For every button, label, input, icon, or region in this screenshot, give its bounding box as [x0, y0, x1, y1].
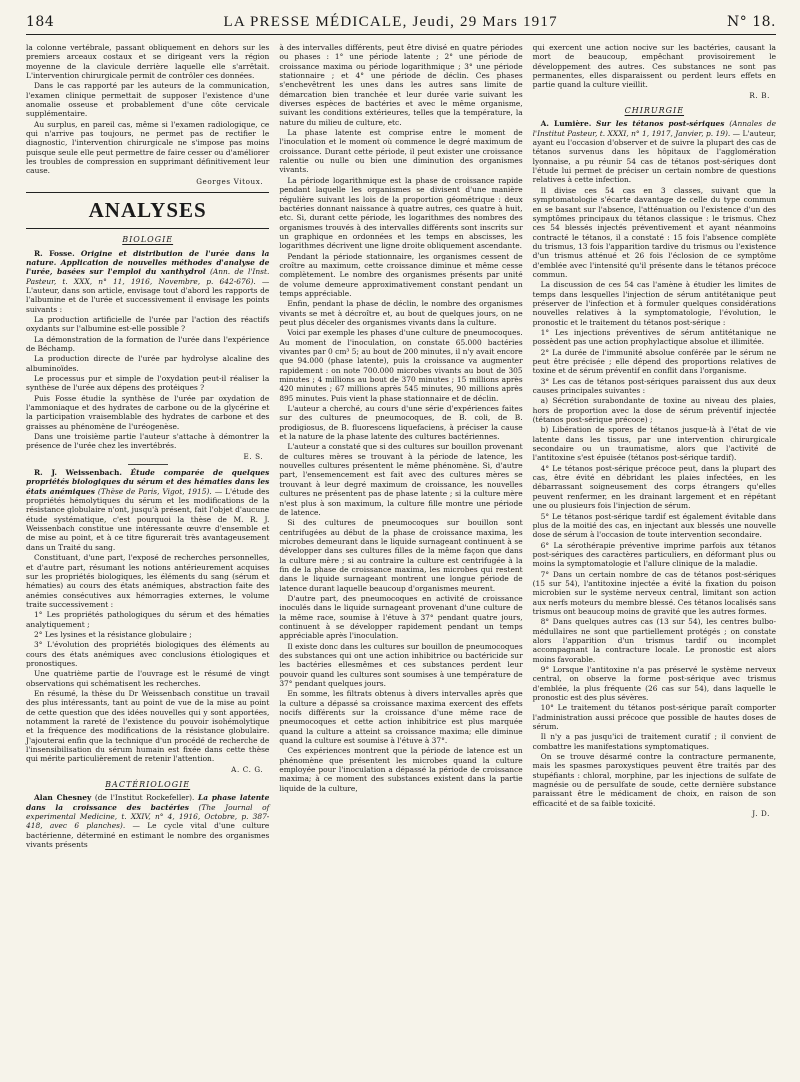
review-chesney: [26, 793, 269, 849]
review-reference: (Annales de l'Institut Pasteur, t. XXXI, n° 1, 1917, Janvier, p. 19).: [532, 119, 776, 138]
list-item: La production artificielle de l'urée par l'action des réactifs oxydants sur l'albumine est-elle possible ?: [26, 314, 270, 334]
paragraph: b) Libération de spores de tétanos jusque-là à l'état de vie latente dans les tissus, par une intervention chirurgicale secondaire ou un traumatisme, alors que l'activité de l'antitoxine s'est épuisée (tétanos post-sérique tardif).: [532, 425, 776, 463]
paragraph: Enfin, pendant la phase de déclin, le nombre des organismes vivants se met à décroître et, au bout de quelques jours, on ne peut plus déceler des organismes vivants dans la culture.: [279, 299, 523, 327]
review-lead: — Le cycle vital d'une culture bactérienne, déterminé en estimant le nombre des organismes vivants présents: [26, 821, 270, 850]
paragraph: Pendant la période stationnaire, les organismes cessent de croître au maximum, cette croissance diminue et même cesse complètement. Le nombre des organismes présents par unité de volume demeure approximativement constant pendant un temps appréciable.: [279, 251, 523, 298]
paragraph: Une quatrième partie de l'ouvrage est le résumé de vingt observations qui schématisent les recherches.: [26, 669, 270, 688]
review-title: Origine et distribution de l'urée dans la nature. Application de nouvelles méthodes d'analyse de l'urée, basées sur l'emploi du xanthydrol: [26, 248, 270, 277]
review-title: Étude comparée de quelques propriétés biologiques du sérum et des hématies dans les états anémiques: [26, 468, 270, 496]
paragraph: Dans le cas rapporté par les auteurs de la communication, l'examen clinique permettait de supposer l'existence d'une anomalie osseuse et probablement d'une côte cervicale supplémentaire.: [26, 81, 270, 119]
review-author: R. Fosse.: [34, 248, 75, 258]
review-lead: — L'étude des propriétés hémolytiques du sérum et les modifications de la résistance globulaire n'ont, jusqu'à présent, fait l'objet d'aucune étude systématique, c'est pourquoi la thèse de M. R. J. Weissenbach constitue une intéressante œuvre d'ensemble et de mise au point, et à ce titre figurerait très avantageusement dans un Traité du sang.: [26, 486, 270, 552]
rubric-chirurgie: CHIRURGIE: [624, 106, 685, 116]
paragraph: a) Sécrétion surabondante de toxine au niveau des plaies, hors de proportion avec la dose de sérum préventif injectée (tétanos post-sérique précoce) ;: [532, 396, 776, 425]
list-item: 2° Les lysines et la résistance globulaire ;: [34, 629, 192, 639]
review-author: A. Lumière.: [540, 119, 592, 129]
paragraph: En somme, les filtrats obtenus à divers intervalles après que la culture a dépassé sa croissance maxima exercent des effets nocifs différents sur la croissance d'une même race de pneumocoques et cette action inhibitrice est plus marquée quand la culture a atteint sa croissance maxima; elle diminue quand la culture est soumise à l'étuve à 37°.: [279, 689, 523, 746]
paragraph: 9° Lorsque l'antitoxine n'a pas préservé le système nerveux central, on observe la forme post-sérique avec trismus d'emblée, la plus fréquente (26 cas sur 54), dans laquelle le pronostic est des plus sévères.: [532, 665, 776, 703]
paragraph: Il divise ces 54 cas en 3 classes, suivant que la symptomatologie s'écarte davantage de celle du type commun en se basant sur l'absence, l'atténuation ou l'existence d'un des symptômes principaux du tétanos classique : le trismus. Chez ces 54 blessés injectés préventivement et ayant néanmoins contracté le tétanos, il a constaté : 15 fois l'absence complète du trismus, 13 fois l'apparition tardive du trismus ou l'existence d'un trismus atténué et 26 fois l'éclosion de ce symptôme d'emblée avec l'intensité qu'il présente dans le tétanos précoce commun.: [532, 185, 776, 279]
review-weissenbach: [26, 468, 269, 552]
paragraph: Au surplus, en pareil cas, même si l'examen radiologique, ce qui n'arrive pas toujours, ne permet pas de rectifier le diagnostic, l'intervention chirurgicale ne s'impose pas moins puisque seule elle peut permettre de faire cesser ou d'améliorer les troubles de compression en supprimant définitivement leur cause.: [26, 119, 270, 176]
paragraph: Ces expériences montrent que la période de latence est un phénomène que présentent les microbes quand la culture employée pour l'inoculation a dépassé la période de croissance maxima; à ce moment des substances existent dans la partie liquide de la culture,: [279, 746, 523, 793]
list-item: La démonstration de la formation de l'urée dans l'expérience de Béchamp.: [26, 334, 270, 353]
signature: R. B.: [749, 90, 770, 100]
review-fosse: [26, 249, 269, 314]
signature: J. D.: [752, 809, 770, 819]
paragraph: 6° La sérothérapie préventive imprime parfois aux tétanos post-sériques des caractères particuliers, en déformant plus ou moins la symptomatologie et l'allure clinique de la maladie.: [532, 540, 776, 569]
review-title: Sur les tétanos post-sériques: [596, 119, 725, 129]
paragraph: Il n'y a pas jusqu'ici de traitement curatif ; il convient de combattre les manifestations symptomatiques.: [532, 732, 776, 751]
review-affiliation: (de l'Institut Rockefeller).: [91, 793, 195, 803]
review-author: Alan Chesney: [34, 793, 92, 803]
paragraph: Voici par exemple les phases d'une culture de pneumocoques. Au moment de l'inoculation, on constate 65.000 bactéries vivantes par 0 cm³ 5; au bout de 200 minutes, il n'y avait encore que 94.000 (phase latente), puis la croissance va augmenter rapidement : on note 700.000 microbes vivants au bout de 305 minutes ; 4 millions au bout de 370 minutes ; 15 millions après 420 minutes ; 67 millions après 545 minutes, 90 millions après 895 minutes. Puis vient la phase stationnaire et de déclin.: [279, 328, 523, 403]
paragraph: L'auteur a cherché, au cours d'une série d'expériences faites sur des cultures de pneumocoques, de B. coli, de B. prodigiosus, de B. fluorescens liquefaciens, à préciser la cause et la nature de la phase latente des cultures bactériennes.: [279, 404, 523, 442]
paragraph: 10° Le traitement du tétanos post-sérique paraît comporter l'administration aussi précoce que possible de hautes doses de sérum.: [532, 703, 776, 732]
journal-title: LA PRESSE MÉDICALE, Jeudi, 29 Mars 1917: [223, 14, 558, 30]
column-3: [533, 43, 776, 850]
list-item: La production directe de l'urée par hydrolyse alcaline des albuminoïdes.: [26, 354, 270, 373]
paragraph: L'auteur a constaté que si des cultures sur bouillon provenant de cultures mères se trouvant à la période de latence, les nouvelles cultures présentent le même phénomène. Si, d'autre part, l'ensemencement est fait avec des cultures mères se trouvant à leur degré maximum de croissance, les nouvelles cultures ne présentent pas de phase latente ; si la culture mère n'est plus à son maximum, la culture fille montre une période de latence.: [279, 442, 523, 517]
paragraph: Puis Fosse étudie la synthèse de l'urée par oxydation de l'ammoniaque et des hydrates de carbone ou de la glycérine et la participation vraisemblable des hydrates de carbone et des graisses au phénomène de l'uréogenèse.: [26, 393, 270, 431]
review-lead: — L'auteur, dans son article, envisage tout d'abord les rapports de l'albumine et de l'urée et successivement il envisage les points suivants :: [26, 276, 270, 314]
paragraph: qui exercent une action nocive sur les bactéries, causant la mort de beaucoup, empêchant provisoirement le développement des autres. Ces substances ne sont pas permanentes, elles disparaissent ou perdent leurs effets en partie quand la culture vieillit.: [532, 43, 776, 90]
rubric-biologie: BIOLOGIE: [122, 235, 174, 245]
review-author: R. J. Weissenbach.: [34, 468, 123, 478]
review-reference: (Ann. de l'Inst. Pasteur, t. XXX, n° 11, 1916, Novembre, p. 642-676).: [26, 267, 270, 286]
page-number: 184: [26, 14, 55, 30]
paragraph: D'autre part, des pneumocoques en activité de croissance inoculés dans le liquide surnageant provenant d'une culture de la même race, soumise à l'étuve à 37° pendant quatre jours, continuent à se développer rapidement pendant un temps appréciable après l'inoculation.: [279, 593, 523, 641]
paragraph: 8° Dans quelques autres cas (13 sur 54), les centres bulbo-médullaires ne sont que partiellement protégés ; on constate alors l'apparition d'un trismus tardif ou incomplet accompagnant la contracture locale. Le pronostic est alors moins favorable.: [532, 617, 776, 664]
paragraph: 5° Le tétanos post-sérique tardif est également évitable dans plus de la moitié des cas, en injectant aux blessés une nouvelle dose de sérum à l'occasion de toute intervention secondaire.: [532, 511, 776, 540]
section-heading-analyses: ANALYSES: [88, 198, 207, 223]
issue-number: N° 18.: [727, 14, 776, 30]
paragraph: 3° Les cas de tétanos post-sériques paraissent dus aux deux causes principales suivantes :: [532, 376, 776, 396]
review-reference: (The Journal of experimental Medicine, t. XXIV, n° 4, 1916, Octobre, p. 387-418, avec 6 planches).: [26, 802, 270, 831]
paragraph: La période logarithmique est la phase de croissance rapide pendant laquelle les organismes se divisent d'une manière régulière suivant les lois de la proportion géométrique : deux bactéries donnant naissance à quatre autres, ces quatre à huit, etc. Si, durant cette période, les logarithmes des nombres des organismes trouvés à des intervalles différents sont inscrits sur un graphique en ordonnées et les temps en abscisses, les logarithmes décrivent une ligne droite obliquement ascendante.: [279, 175, 523, 251]
review-lead: — L'auteur, ayant eu l'occasion d'observer et de suivre la plupart des cas de tétanos survenus dans les hôpitaux de l'agglomération lyonnaise, a pu réunir 54 cas de tétanos post-sériques dont l'étude lui permet de préciser un certain nombre de questions relatives à cette infection.: [532, 128, 776, 185]
column-1: [26, 43, 269, 850]
paragraph: Dans une troisième partie l'auteur s'attache à démontrer la présence de l'urée chez les invertébrés.: [26, 432, 270, 451]
paragraph: à des intervalles différents, peut être divisé en quatre périodes ou phases : 1° une période latente ; 2° une période de croissance maxima ou période logarithmique ; 3° une période stationnaire ; et 4° une période de déclin. Ces phases s'enchevêtrent les unes dans les autres sans limite de démarcation bien tranchée et leur durée varie suivant les diverses espèces de bactéries et avec le même organisme, suivant les conditions extérieures, telles que la température, la nature du milieu de culture, etc.: [279, 43, 523, 127]
paragraph: 2° La durée de l'immunité absolue conférée par le sérum ne peut être précisée ; elle dépend des proportions relatives de toxine et de sérum préventif en conflit dans l'organisme.: [532, 347, 776, 376]
signature: Georges Vitoux.: [196, 176, 264, 186]
column-2: [279, 43, 522, 850]
paragraph: Il existe donc dans les cultures sur bouillon de pneumocoques des substances qui ont une action inhibitrice ou bactéricide sur les bactéries ellesmêmes et ces substances perdent leur pouvoir quand les cultures sont soumises à une température de 37° pendant quelques jours.: [279, 641, 523, 689]
divider: [26, 228, 269, 229]
paragraph: On se trouve désarmé contre la contracture permanente, mais les spasmes paroxystiques peuvent être traités par des stupéfiants : chloral, morphine, par les injections de sulfate de magnésie ou de persulfate de soude, cette dernière substance paraissant être le médicament de choix, en raison de son efficacité et de sa faible toxicité.: [532, 752, 776, 808]
paragraph: La discussion de ces 54 cas l'amène à étudier les limites de temps dans lesquelles l'injection de sérum antitétanique peut préserver de l'infection et à formuler quelques considérations nouvelles relatives à la symptomatologie, l'évolution, le pronostic et le traitement du tétanos post-sérique :: [532, 280, 776, 327]
paragraph: Si des cultures de pneumocoques sur bouillon sont centrifugées au début de la phase de croissance maxima, les microbes demeurant dans le liquide surnageant continuent à se développer dans ses cultures filles de la même façon que dans la culture mère ; si au contraire la culture est centrifugée à la fin de la phase de croissance maxima, les microbes qui restent dans le liquide surnageant montrent une longue période de latence durant laquelle beaucoup d'organismes meurent.: [279, 518, 523, 593]
review-title: La phase latente dans la croissance des bactéries: [26, 793, 270, 812]
signature: A. C. G.: [231, 764, 264, 774]
paragraph: 7° Dans un certain nombre de cas de tétanos post-sériques (15 sur 54), l'antitoxine injectée a évité la fixation du poison microbien sur le système nerveux central, limitant son action aux nerfs moteurs du membre blessé. Ces tétanos localisés sans trismus ont beaucoup moins de gravité que les autres formes.: [532, 569, 776, 616]
review-reference: (Thèse de Paris, Vigot, 1915).: [97, 486, 212, 496]
rubric-bacteriologie: BACTÉRIOLOGIE: [105, 780, 191, 790]
paragraph: En résumé, la thèse du Dr Weissenbach constitue un travail des plus intéressants, tant au point de vue de la mise au point de cette question que des idées nouvelles qui y sont apportées, notamment la rareté de l'existence du pouvoir isohémolytique et la fréquence des modifications de la résistance globulaire. J'ajouterai enfin que la technique d'un procédé de recherche de l'insensibilisation du sérum humain est fixée dans cette thèse qui mérite particulièrement de retenir l'attention.: [26, 688, 270, 764]
list-item: 3° L'évolution des propriétés biologiques des éléments au cours des états anémiques avec conclusions étiologiques et pronostiques.: [26, 640, 270, 668]
review-lumiere: [533, 119, 776, 184]
list-item: 1° Les propriétés pathologiques du sérum et des hématies analytiquement ;: [26, 610, 270, 629]
divider: [26, 192, 269, 193]
signature: E. S.: [243, 451, 264, 461]
paragraph: La phase latente est comprise entre le moment de l'inoculation et le moment où commence le degré maximum de croissance. Durant cette période, il peut exister une croissance ralentie ou nulle ou bien une diminution des organismes vivants.: [279, 128, 523, 175]
paragraph: 1° Les injections préventives de sérum antitétanique ne possèdent pas une action prophylactique absolue et illimitée.: [532, 327, 776, 347]
paragraph: 4° Le tétanos post-sérique précoce peut, dans la plupart des cas, être évité en débridant les plaies infectées, en les débarrassant soigneusement des corps étrangers qu'elles peuvent renfermer, en les drainant largement et en répétant une ou plusieurs fois l'injection de sérum.: [532, 463, 776, 511]
list-item: Le processus pur et simple de l'oxydation peut-il réaliser la synthèse de l'urée aux dépens des protéiques ?: [26, 373, 270, 393]
divider: [128, 464, 168, 465]
page-header: [26, 14, 776, 35]
text-columns: [26, 43, 776, 850]
paragraph: la colonne vertébrale, passant obliquement en dehors sur les premiers arceaux costaux et se dirigeant vers la région moyenne de la clavicule derrière laquelle elle s'arrêtait. L'intervention chirurgicale permit de contrôler ces données.: [26, 43, 270, 81]
paragraph: Constituant, d'une part, l'exposé de recherches personnelles, et d'autre part, résumant les notions antérieurement acquises sur les propriétés biologiques, les éléments du sang (sérum et hématies) au cours des états anémiques, abstraction faite des anémies consécutives aux hémorragies externes, le volume traite successivement :: [26, 553, 270, 609]
